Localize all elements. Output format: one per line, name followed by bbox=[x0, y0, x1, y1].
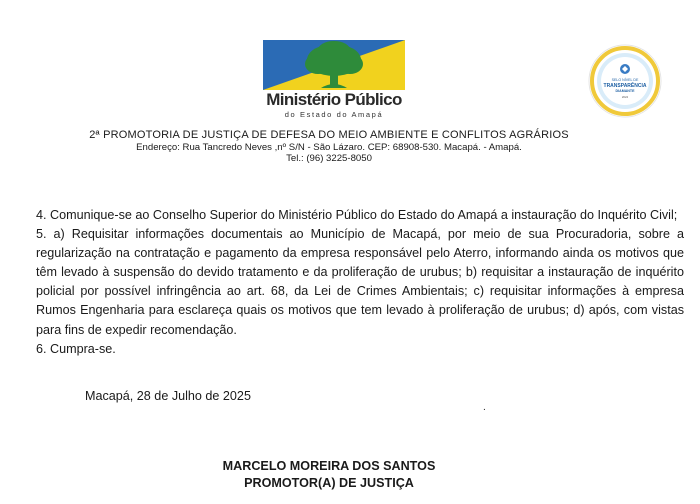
phone-line: Tel.: (96) 3225-8050 bbox=[286, 153, 372, 164]
paragraph-item-4: 4. Comunique-se ao Conselho Superior do Ministério Público do Estado do Amapá a instauração do Inquérito Civil; bbox=[36, 208, 678, 222]
paragraph-item-5: 5. a) Requisitar informações documentais ao Município de Macapá, por meio de sua Procuradoria, sobre a regularização na contratação e pagamento da empresa responsável pelo Aterro, informando ainda os motivos que têm levado à suspensão do devido tratamento e da proliferação de urubus; b) requisitar a instauração de inquérito policial por possível infringência ao art. 68, da Lei de Crimes Ambientais; c) requisitar informações à empresa Rumos Engenharia para esclareça quais os motivos que tem levado à proliferação de urubus; d) após, com vistas para fins de expedir recomendação. bbox=[36, 227, 684, 337]
seal-text-2: TRANSPARÊNCIA bbox=[603, 83, 647, 89]
address-line: Endereço: Rua Tancredo Neves ,nº S/N - São Lázaro. CEP: 68908-530. Macapá. - Amapá. bbox=[136, 142, 522, 153]
logo-title: Ministério Público bbox=[266, 90, 402, 109]
document-body bbox=[36, 206, 684, 359]
ministerio-publico-logo bbox=[263, 40, 405, 120]
logo-subtitle: do Estado do Amapá bbox=[284, 110, 384, 119]
seal-text-1: SELO NÍVEL DE bbox=[611, 78, 639, 82]
seal-text-4: 2024 bbox=[621, 95, 629, 99]
promotoria-title: 2ª PROMOTORIA DE JUSTIÇA DE DEFESA DO MEIO AMBIENTE E CONFLITOS AGRÁRIOS bbox=[89, 129, 569, 141]
signatory-name: MARCELO MOREIRA DOS SANTOS bbox=[222, 459, 436, 473]
signatory-role: PROMOTOR(A) DE JUSTIÇA bbox=[244, 476, 414, 490]
stray-mark: . bbox=[483, 402, 486, 413]
transparency-seal bbox=[588, 44, 662, 118]
paragraph-item-6: 6. Cumpra-se. bbox=[36, 341, 116, 356]
logo-emblem bbox=[263, 40, 405, 90]
document-date: Macapá, 28 de Julho de 2025 bbox=[85, 389, 251, 403]
seal-text-3: DIAMANTE bbox=[615, 89, 635, 93]
